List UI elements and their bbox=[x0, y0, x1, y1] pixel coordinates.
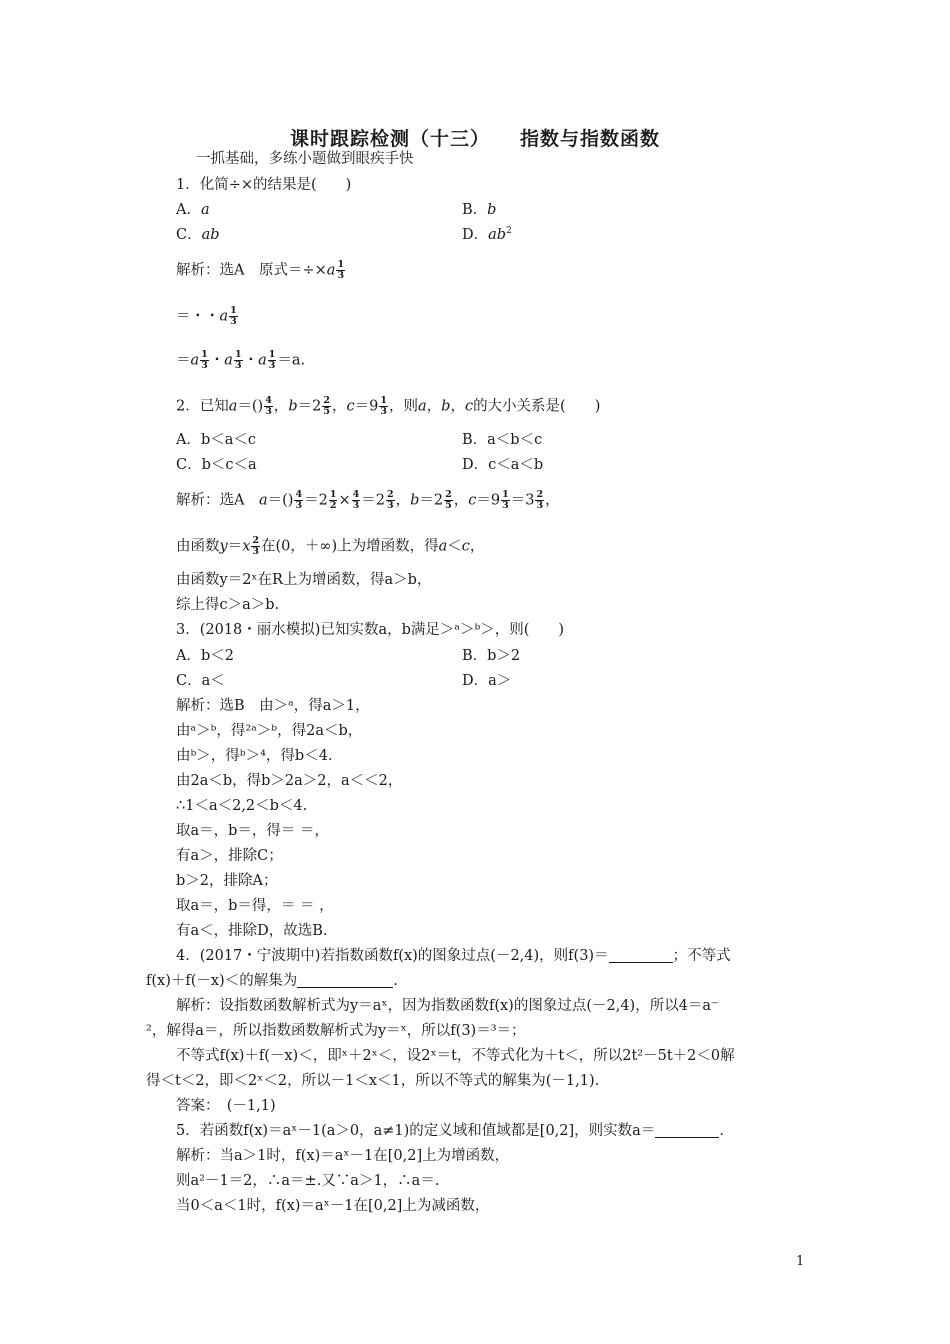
q3-solution-line: 有a＞，排除C； bbox=[176, 848, 283, 864]
q2-option-a: A．b＜a＜c bbox=[176, 432, 257, 448]
q4-solution-line-2: ²，解得a＝，所以指数函数解析式为y＝ˣ，所以f(3)＝³＝； bbox=[146, 1023, 526, 1039]
q4-solution-line-4: 得＜t＜2，即＜2ˣ＜2，所以－1＜x＜1，所以不等式的解集为(－1,1). bbox=[146, 1073, 600, 1089]
q3-solution-line: 解析：选B 由＞ᵃ，得a＞1， bbox=[176, 698, 370, 714]
q4-answer: 答案： (－1,1) bbox=[176, 1098, 276, 1114]
q1-solution-line-2: ＝・・a $\frac{1}{3}$ bbox=[176, 305, 237, 327]
page-title bbox=[0, 124, 950, 151]
title-topic: 指数与指数函数 bbox=[520, 128, 661, 150]
page-number: 1 bbox=[796, 1254, 805, 1269]
q3-solution-line: ∴1＜a＜2,2＜b＜4. bbox=[176, 798, 308, 814]
q5-solution-line-2: 则a²－1＝2，∴a＝±.又∵a＞1，∴a＝. bbox=[176, 1173, 440, 1189]
q2-solution-line-4: 综上得c＞a＞b. bbox=[176, 597, 280, 613]
q4-stem-line-2: f(x)＋f(－x)＜的解集为 . bbox=[146, 973, 398, 989]
q3-solution-line: 由ᵇ＞，得ᵇ＞⁴，得b＜4. bbox=[176, 748, 333, 764]
q2-option-d: D．c＜a＜b bbox=[462, 457, 544, 473]
q2-solution-line-3: 由函数y＝2ˣ在R上为增函数，得a＞b， bbox=[176, 572, 432, 588]
q5-stem: 5．若函数f(x)＝aˣ－1(a＞0，a≠1)的定义域和值域都是[0,2]，则实数a＝ . bbox=[176, 1123, 724, 1139]
q3-solution-line: 有a＜，排除D，故选B. bbox=[176, 923, 328, 939]
q3-solution-line: b＞2，排除A； bbox=[176, 873, 278, 889]
q2-stem: 2．已知a＝() $\frac{4}{3}$ ，b＝2 $\frac{2}{5}$ ，c＝9 $\frac{1}{3}$ ，则a，b，c的大小关系是( ) bbox=[176, 395, 601, 417]
q5-solution-line-3: 当0＜a＜1时，f(x)＝aˣ－1在[0,2]上为减函数， bbox=[176, 1198, 490, 1214]
q3-solution-line: 由ᵃ＞ᵇ，得²ᵃ＞ᵇ，得2a＜b， bbox=[176, 723, 363, 739]
section-heading: 一抓基础，多练小题做到眼疾手快 bbox=[196, 151, 414, 167]
q1-option-a: A．a bbox=[176, 202, 210, 218]
title-main: 课时跟踪检测（十三） bbox=[289, 128, 490, 150]
q1-stem: 1．化简÷×的结果是( ) bbox=[176, 177, 352, 193]
q3-stem: 3．(2018・丽水模拟)已知实数a，b满足＞ᵃ＞ᵇ＞，则( ) bbox=[176, 622, 565, 638]
q2-option-c: C．b＜c＜a bbox=[176, 457, 257, 473]
q3-solution-line: 取a＝，b＝，得＝ ＝， bbox=[176, 823, 330, 839]
q3-solution-line: 由2a＜b，得b＞2a＞2，a＜＜2， bbox=[176, 773, 403, 789]
q1-solution-line-3: ＝a $\frac{1}{3}$ ・a $\frac{1}{3}$ ・a $\frac{1}{3}$ ＝a. bbox=[176, 349, 306, 371]
q1-solution-line-1: 解析：选A 原式＝÷×a $\frac{1}{3}$ bbox=[176, 259, 345, 281]
q4-solution-line-1: 解析：设指数函数解析式为y＝aˣ，因为指数函数f(x)的图象过点(－2,4)，所以4＝a⁻ bbox=[176, 998, 719, 1014]
q4-stem-line-1: 4．(2017・宁波期中)若指数函数f(x)的图象过点(－2,4)，则f(3)＝ ；不等式 bbox=[176, 948, 731, 964]
q2-option-b: B．a＜b＜c bbox=[462, 432, 543, 448]
q3-solution-line: 取a＝，b＝得，＝ ＝ ， bbox=[176, 898, 334, 914]
q1-option-c: C．ab bbox=[176, 227, 220, 243]
q2-solution-line-2: 由函数y＝x $\frac{2}{3}$ 在(0，＋∞)上为增函数，得a＜c， bbox=[176, 535, 485, 557]
q4-solution-line-3: 不等式f(x)＋f(－x)＜，即ˣ＋2ˣ＜，设2ˣ＝t，不等式化为＋t＜，所以2t²－5t＋2＜0解 bbox=[176, 1048, 735, 1064]
q5-solution-line-1: 解析：当a＞1时，f(x)＝aˣ－1在[0,2]上为增函数， bbox=[176, 1148, 510, 1164]
q3-option-c: C．a＜ bbox=[176, 673, 225, 689]
q1-option-b: B．b bbox=[462, 202, 497, 218]
q3-option-a: A．b＜2 bbox=[176, 648, 234, 664]
q3-option-d: D．a＞ bbox=[462, 673, 512, 689]
q3-option-b: B．b＞2 bbox=[462, 648, 521, 664]
q2-solution-line-1: 解析：选A a＝() $\frac{4}{3}$ ＝2 $\frac{1}{2}$ × $\frac{4}{3}$ ＝2 $\frac{2}{3}$ ，b＝2 $\frac{2}{5}$ ，c＝9 $\frac{1}{3}$ ＝3 $\frac{2}{3}$ ， bbox=[176, 489, 560, 511]
q1-option-d: D．$ab^2$ bbox=[462, 226, 512, 243]
